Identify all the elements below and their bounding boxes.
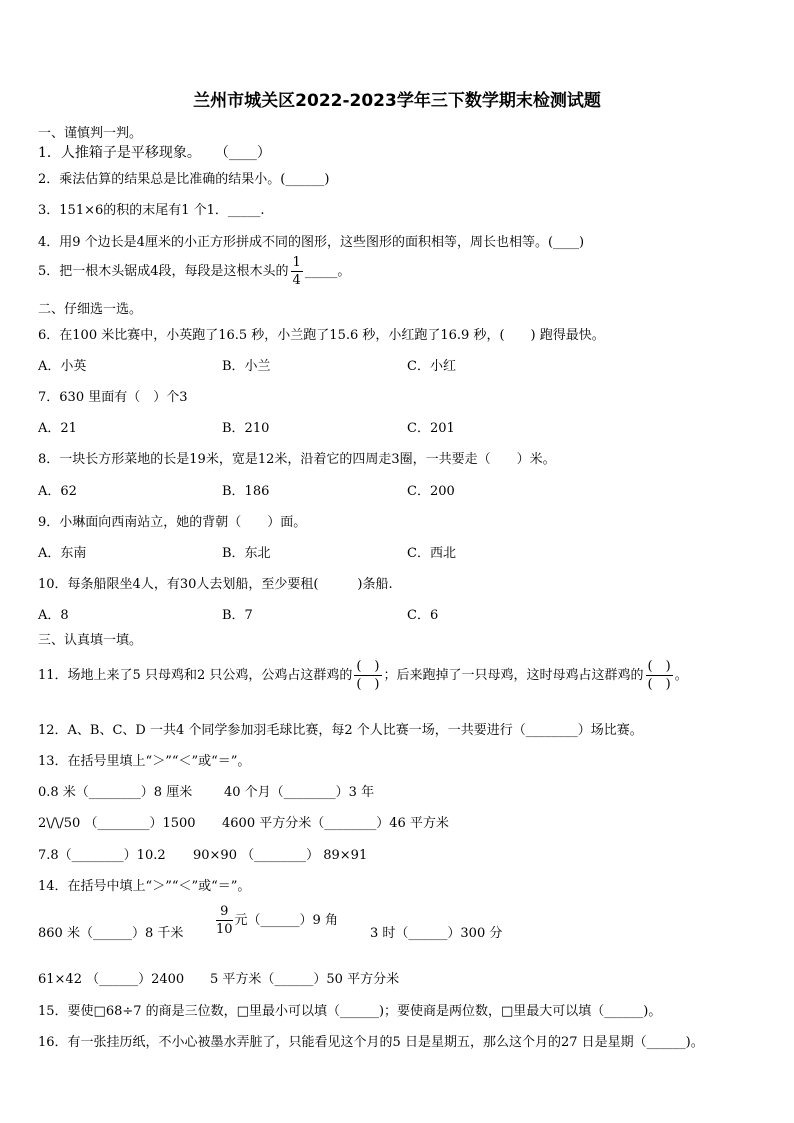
question-11 <box>38 660 688 691</box>
q14-item-2-text: 元（______）9 角 <box>234 913 338 928</box>
question-16: 16．有一张挂历纸，不小心被墨水弄脏了，只能看见这个月的5 日是星期五，那么这个月的27 日是星期（______)。 <box>38 1035 704 1050</box>
section-2-heading: 二、仔细选一选。 <box>38 302 143 317</box>
q7-option-a: A．21 <box>38 421 77 436</box>
question-5-blank: _____。 <box>304 264 351 279</box>
q9-option-b: B．东北 <box>222 546 271 561</box>
q6-option-a: A．小英 <box>38 359 87 374</box>
question-15: 15．要使□68÷7 的商是三位数，□里最小可以填（______)；要使商是两位数，□里最大可以填（______)。 <box>38 1004 662 1019</box>
q14-item-4: 61×42 （______）2400 <box>38 972 185 987</box>
q10-option-b: B．7 <box>222 608 253 623</box>
question-12: 12．A、B、C、D 一共4 个同学参加羽毛球比赛，每2 个人比赛一场，一共要进行（________）场比赛。 <box>38 723 643 738</box>
q14-item-5: 5 平方米（______）50 平方分米 <box>210 972 400 987</box>
question-3: 3．151×6的积的末尾有1 个1．_____. <box>38 203 265 218</box>
q13-item-4: 4600 平方分米（________）46 平方米 <box>222 816 449 831</box>
question-11-end: 。 <box>674 668 688 683</box>
fraction-nine-tenths: $\frac{9}{10}$ <box>216 904 233 937</box>
question-11-text-b: ；后来跑掉了一只母鸡，这时母鸡占这群鸡的 <box>383 668 644 683</box>
q13-item-5: 7.8（________）10.2 <box>38 848 166 863</box>
section-3-heading: 三、认真填一填。 <box>38 633 143 648</box>
question-5-text: 5．把一根木头锯成4段，每段是这根木头的 <box>38 264 289 279</box>
q8-option-b: B．186 <box>222 484 270 499</box>
q13-item-6: 90×90 （________） 89×91 <box>193 848 368 863</box>
question-4: 4．用9 个边长是4厘米的小正方形拼成不同的图形，这些图形的面积相等，周长也相等。(____) <box>38 235 585 250</box>
q13-item-3: 2\/\/50 （________）1500 <box>38 816 196 831</box>
q7-option-b: B．210 <box>222 421 270 436</box>
page-title: 兰州市城关区2022-2023学年三下数学期末检测试题 <box>193 91 601 111</box>
q14-item-1: 860 米（______）8 千米 <box>38 926 184 941</box>
question-10: 10．每条船限坐4人，有30人去划船，至少要租( )条船. <box>38 577 393 592</box>
q7-option-c: C．201 <box>407 421 455 436</box>
q13-item-1: 0.8 米（________）8 厘米 <box>38 785 193 800</box>
question-6: 6．在100 米比赛中，小英跑了16.5 秒，小兰跑了15.6 秒，小红跑了16.9 秒，( ) 跑得最快。 <box>38 328 605 343</box>
question-7: 7．630 里面有（ ）个3 <box>38 390 188 405</box>
question-1: 1．人推箱子是平移现象。 （____） <box>38 145 271 161</box>
question-2: 2．乘法估算的结果总是比准确的结果小。(______) <box>38 172 330 187</box>
section-1-heading: 一、谨慎判一判。 <box>38 126 143 141</box>
q10-option-c: C．6 <box>407 608 439 623</box>
question-11-text-a: 11．场地上来了5 只母鸡和2 只公鸡，公鸡占这群鸡的 <box>38 668 353 683</box>
q8-option-c: C．200 <box>407 484 455 499</box>
q9-option-c: C．西北 <box>407 546 456 561</box>
question-14: 14．在括号中填上“＞”“＜”或“＝”。 <box>38 879 251 894</box>
fraction-one-quarter: $\frac{1}{4}$ <box>292 255 301 288</box>
question-9: 9．小琳面向西南站立，她的背朝（ ）面。 <box>38 515 307 530</box>
question-5 <box>38 256 350 287</box>
q14-item-2 <box>214 905 338 936</box>
q6-option-c: C．小红 <box>407 359 456 374</box>
q14-item-3: 3 时（______）300 分 <box>370 926 503 941</box>
q8-option-a: A．62 <box>38 484 77 499</box>
q10-option-a: A．8 <box>38 608 69 623</box>
fraction-blank-1: $\frac{( )}{( )}$ <box>356 659 380 692</box>
q6-option-b: B．小兰 <box>222 359 271 374</box>
question-8: 8．一块长方形菜地的长是19米，宽是12米，沿着它的四周走3圈，一共要走（ ）米。 <box>38 452 556 467</box>
question-13: 13．在括号里填上“＞”“＜”或“＝”。 <box>38 754 251 769</box>
fraction-blank-2: $\frac{( )}{( )}$ <box>647 659 671 692</box>
q9-option-a: A．东南 <box>38 546 87 561</box>
q13-item-2: 40 个月（________）3 年 <box>224 785 375 800</box>
